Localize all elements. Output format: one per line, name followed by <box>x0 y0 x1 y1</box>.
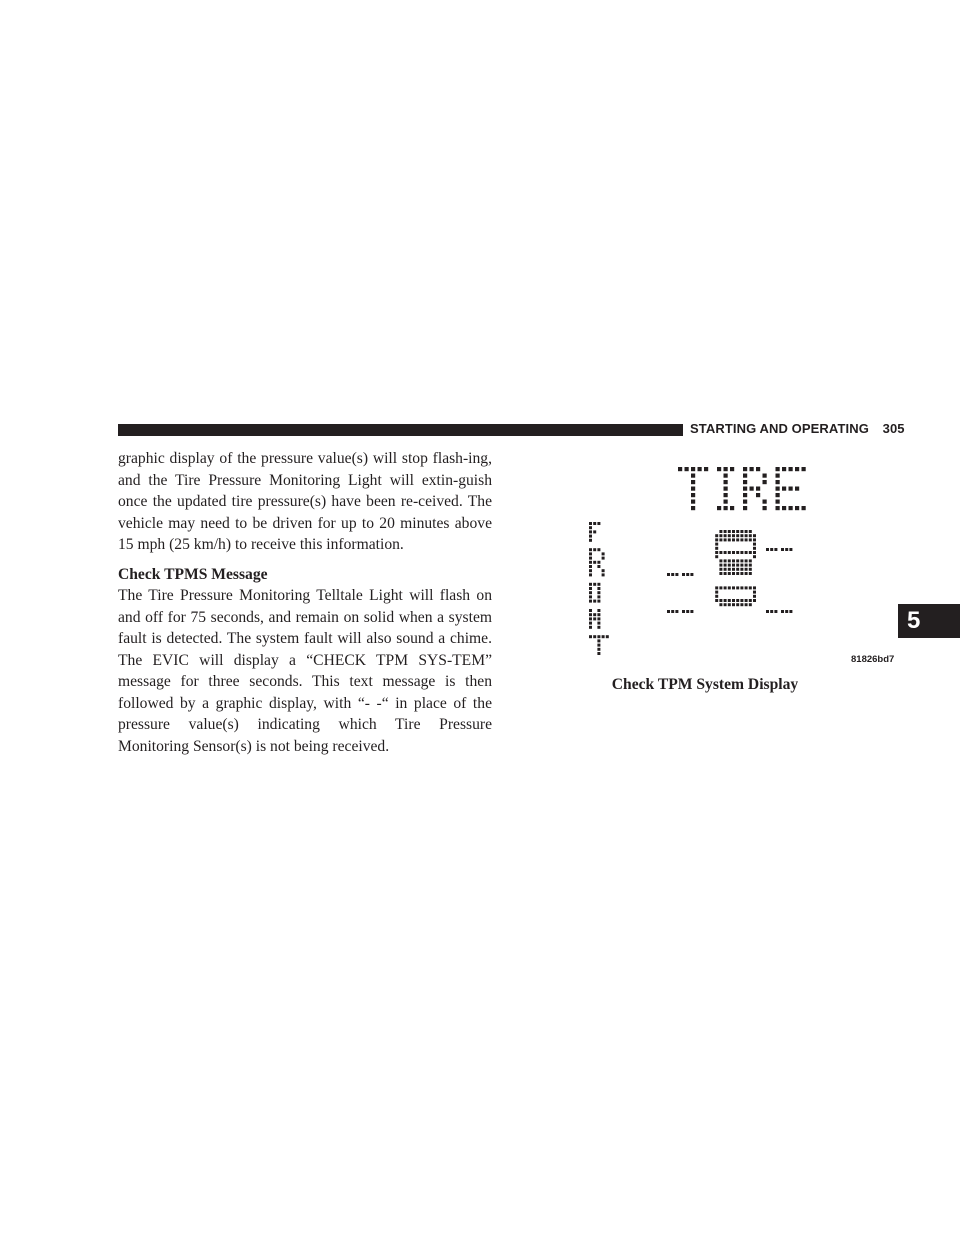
body-paragraph-1: graphic display of the pressure value(s) will stop flash-ing, and the Tire Pressure Monitoring Light will extin-guish once the updated tire pressure(s) have been re-ceived. The vehicle may need to be driven for up to 20 minutes above 15 mph (25 km/h) to receive this information. <box>118 450 492 553</box>
tire-value-front-left-dashes <box>667 573 693 576</box>
tire-value-rear-right-dashes <box>766 610 792 613</box>
figure-caption: Check TPM System Display <box>611 676 799 693</box>
body-column <box>118 448 492 757</box>
header-rule <box>118 424 683 436</box>
figure-id-code: 81826bd7 <box>851 654 895 665</box>
display-word-tire <box>678 467 806 510</box>
chapter-tab[interactable]: 5 <box>898 604 960 638</box>
body-paragraph-2: The Tire Pressure Monitoring Telltale Light will flash on and off for 75 seconds, and remain on solid when a system fault is detected. The system fault will also sound a chime. The EVIC will display a “CHECK TPM SYS-TEM” message for three seconds. This text message is then followed by a graphic display, with “- -“ in place of the pressure value(s) indicating which Tire Pressure Monitoring Sensor(s) is not being received. <box>118 587 492 755</box>
vehicle-outline-icon <box>715 530 756 606</box>
running-header <box>690 419 905 439</box>
page-number: 305 <box>882 421 905 436</box>
tpm-dot-matrix-display <box>585 460 825 655</box>
tpm-display-figure <box>585 460 825 655</box>
front-indicator-vertical <box>589 522 609 655</box>
tire-value-front-right-dashes <box>766 548 792 551</box>
section-title: STARTING AND OPERATING <box>690 421 869 436</box>
section-heading: Check TPMS Message <box>118 565 268 583</box>
tire-value-rear-left-dashes <box>667 610 693 613</box>
